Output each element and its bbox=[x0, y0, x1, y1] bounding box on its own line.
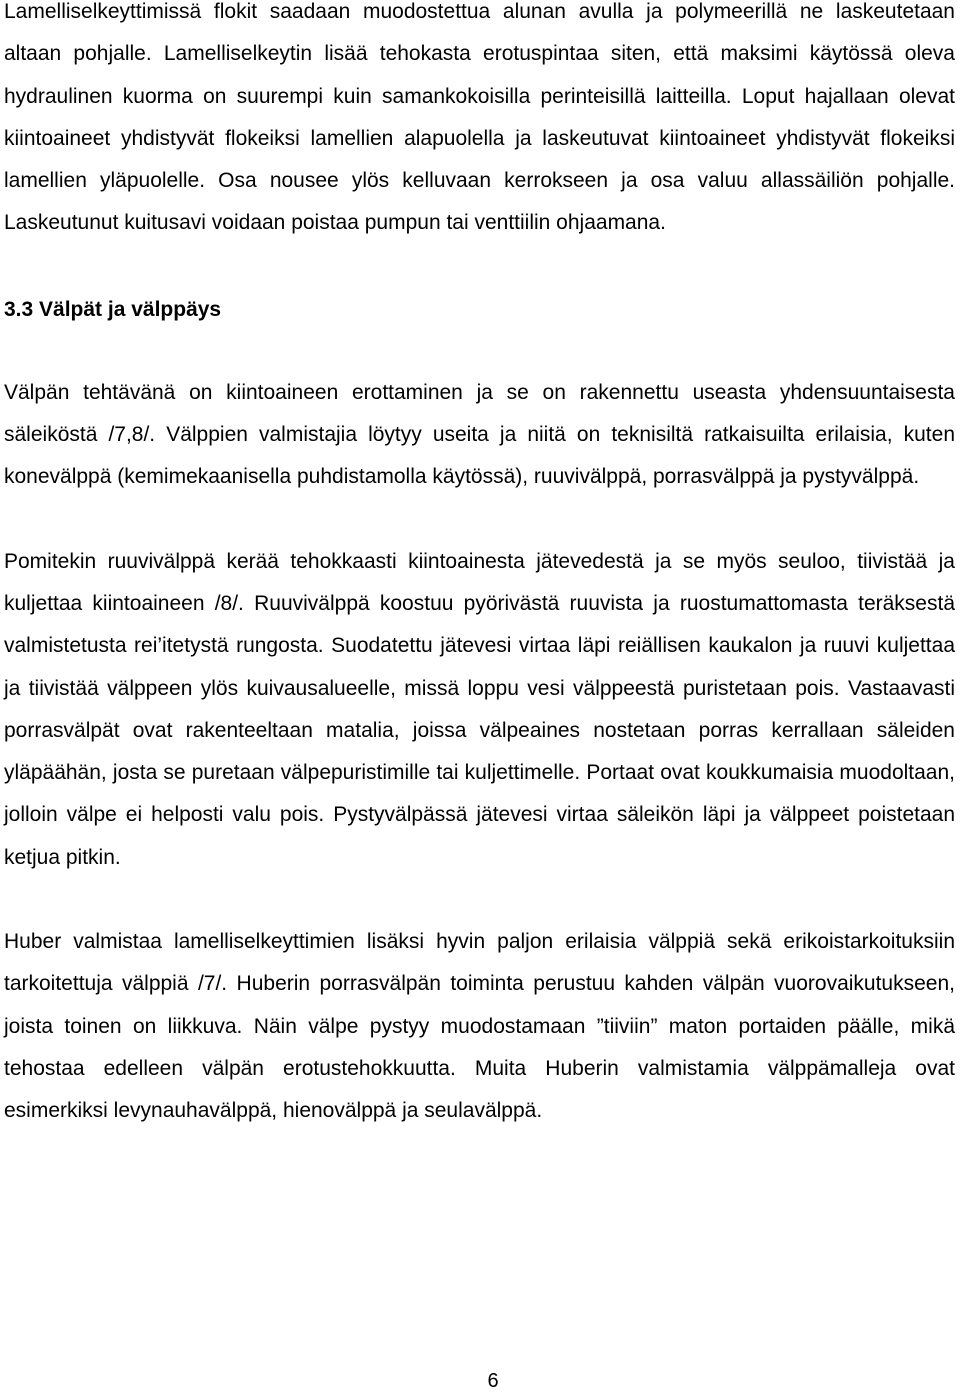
paragraph-valpat: Välpän tehtävänä on kiintoaineen erottaminen ja se on rakennettu useasta yhdensuuntaisesta säleiköstä /7,8/. Välppien valmistajia löytyy useita ja niitä on teknisiltä ratkaisuilta erilaisia, kuten konevälppä (kemimekaanisella puhdistamolla käytössä), ruuvivälppä, porrasvälppä ja pystyvälppä. bbox=[4, 380, 955, 489]
paragraph-lamelliselkeyttimet: Lamelliselkeyttimissä flokit saadaan muodostettua alunan avulla ja polymeerillä ne laskeutetaan altaan pohjalle. Lamelliselkeytin lisää tehokasta erotuspintaa siten, että maksimi käytössä oleva hydraulinen kuorma on suurempi kuin samankokoisilla perinteisillä laitteilla. Loput hajallaan olevat kiintoaineet yhdistyvät flokeiksi lamellien alapuolella ja laskeutuvat kiintoaineet yhdistyvät flokeiksi lamellien yläpuolelle. Osa nousee ylös kelluvaan kerrokseen ja osa valuu allassäiliön pohjalle. Laskeutunut kuitusavi voidaan poistaa pumpun tai venttiilin ohjaamana. bbox=[4, 0, 955, 235]
document-page bbox=[4, 0, 955, 1133]
section-heading: 3.3 Välpät ja välppäys bbox=[4, 297, 222, 321]
page-number: 6 bbox=[487, 1370, 499, 1392]
paragraph-ruuvivalppa: Pomitekin ruuvivälppä kerää tehokkaasti kiintoainesta jätevedestä ja se myös seuloo, tiivistää ja kuljettaa kiintoaineen /8/. Ruuvivälppä koostuu pyörivästä ruuvista ja ruostumattomasta teräksestä valmistetusta rei’itetystä rungosta. Suodatettu jätevesi virtaa läpi reiällisen kaukalon ja ruuvi kuljettaa ja tiivistää välppeen ylös kuivausalueelle, missä loppu vesi välppeestä puristetaan pois. Vastaavasti porrasvälpät ovat rakenteeltaan matalia, joissa välpeaines nostetaan porras kerrallaan säleiden yläpäähän, josta se puretaan välpepuristimille tai kuljettimelle. Portaat ovat koukkumaisia muodoltaan, jolloin välpe ei helposti valu pois. Pystyvälpässä jätevesi virtaa säleikön läpi ja välppeet poistetaan ketjua pitkin. bbox=[4, 549, 955, 869]
paragraph-huber: Huber valmistaa lamelliselkeyttimien lisäksi hyvin paljon erilaisia välppiä sekä erikoistarkoituksiin tarkoitettuja välppiä /7/. Huberin porrasvälpän toiminta perustuu kahden välpän vuorovaikutukseen, joista toinen on liikkuva. Näin välpe pystyy muodostamaan ”tiiviin” maton portaiden päälle, mikä tehostaa edelleen välpän erotustehokkuutta. Muita Huberin valmistamia välppämalleja ovat esimerkiksi levynauhavälppä, hienovälppä ja seulavälppä. bbox=[4, 930, 955, 1123]
